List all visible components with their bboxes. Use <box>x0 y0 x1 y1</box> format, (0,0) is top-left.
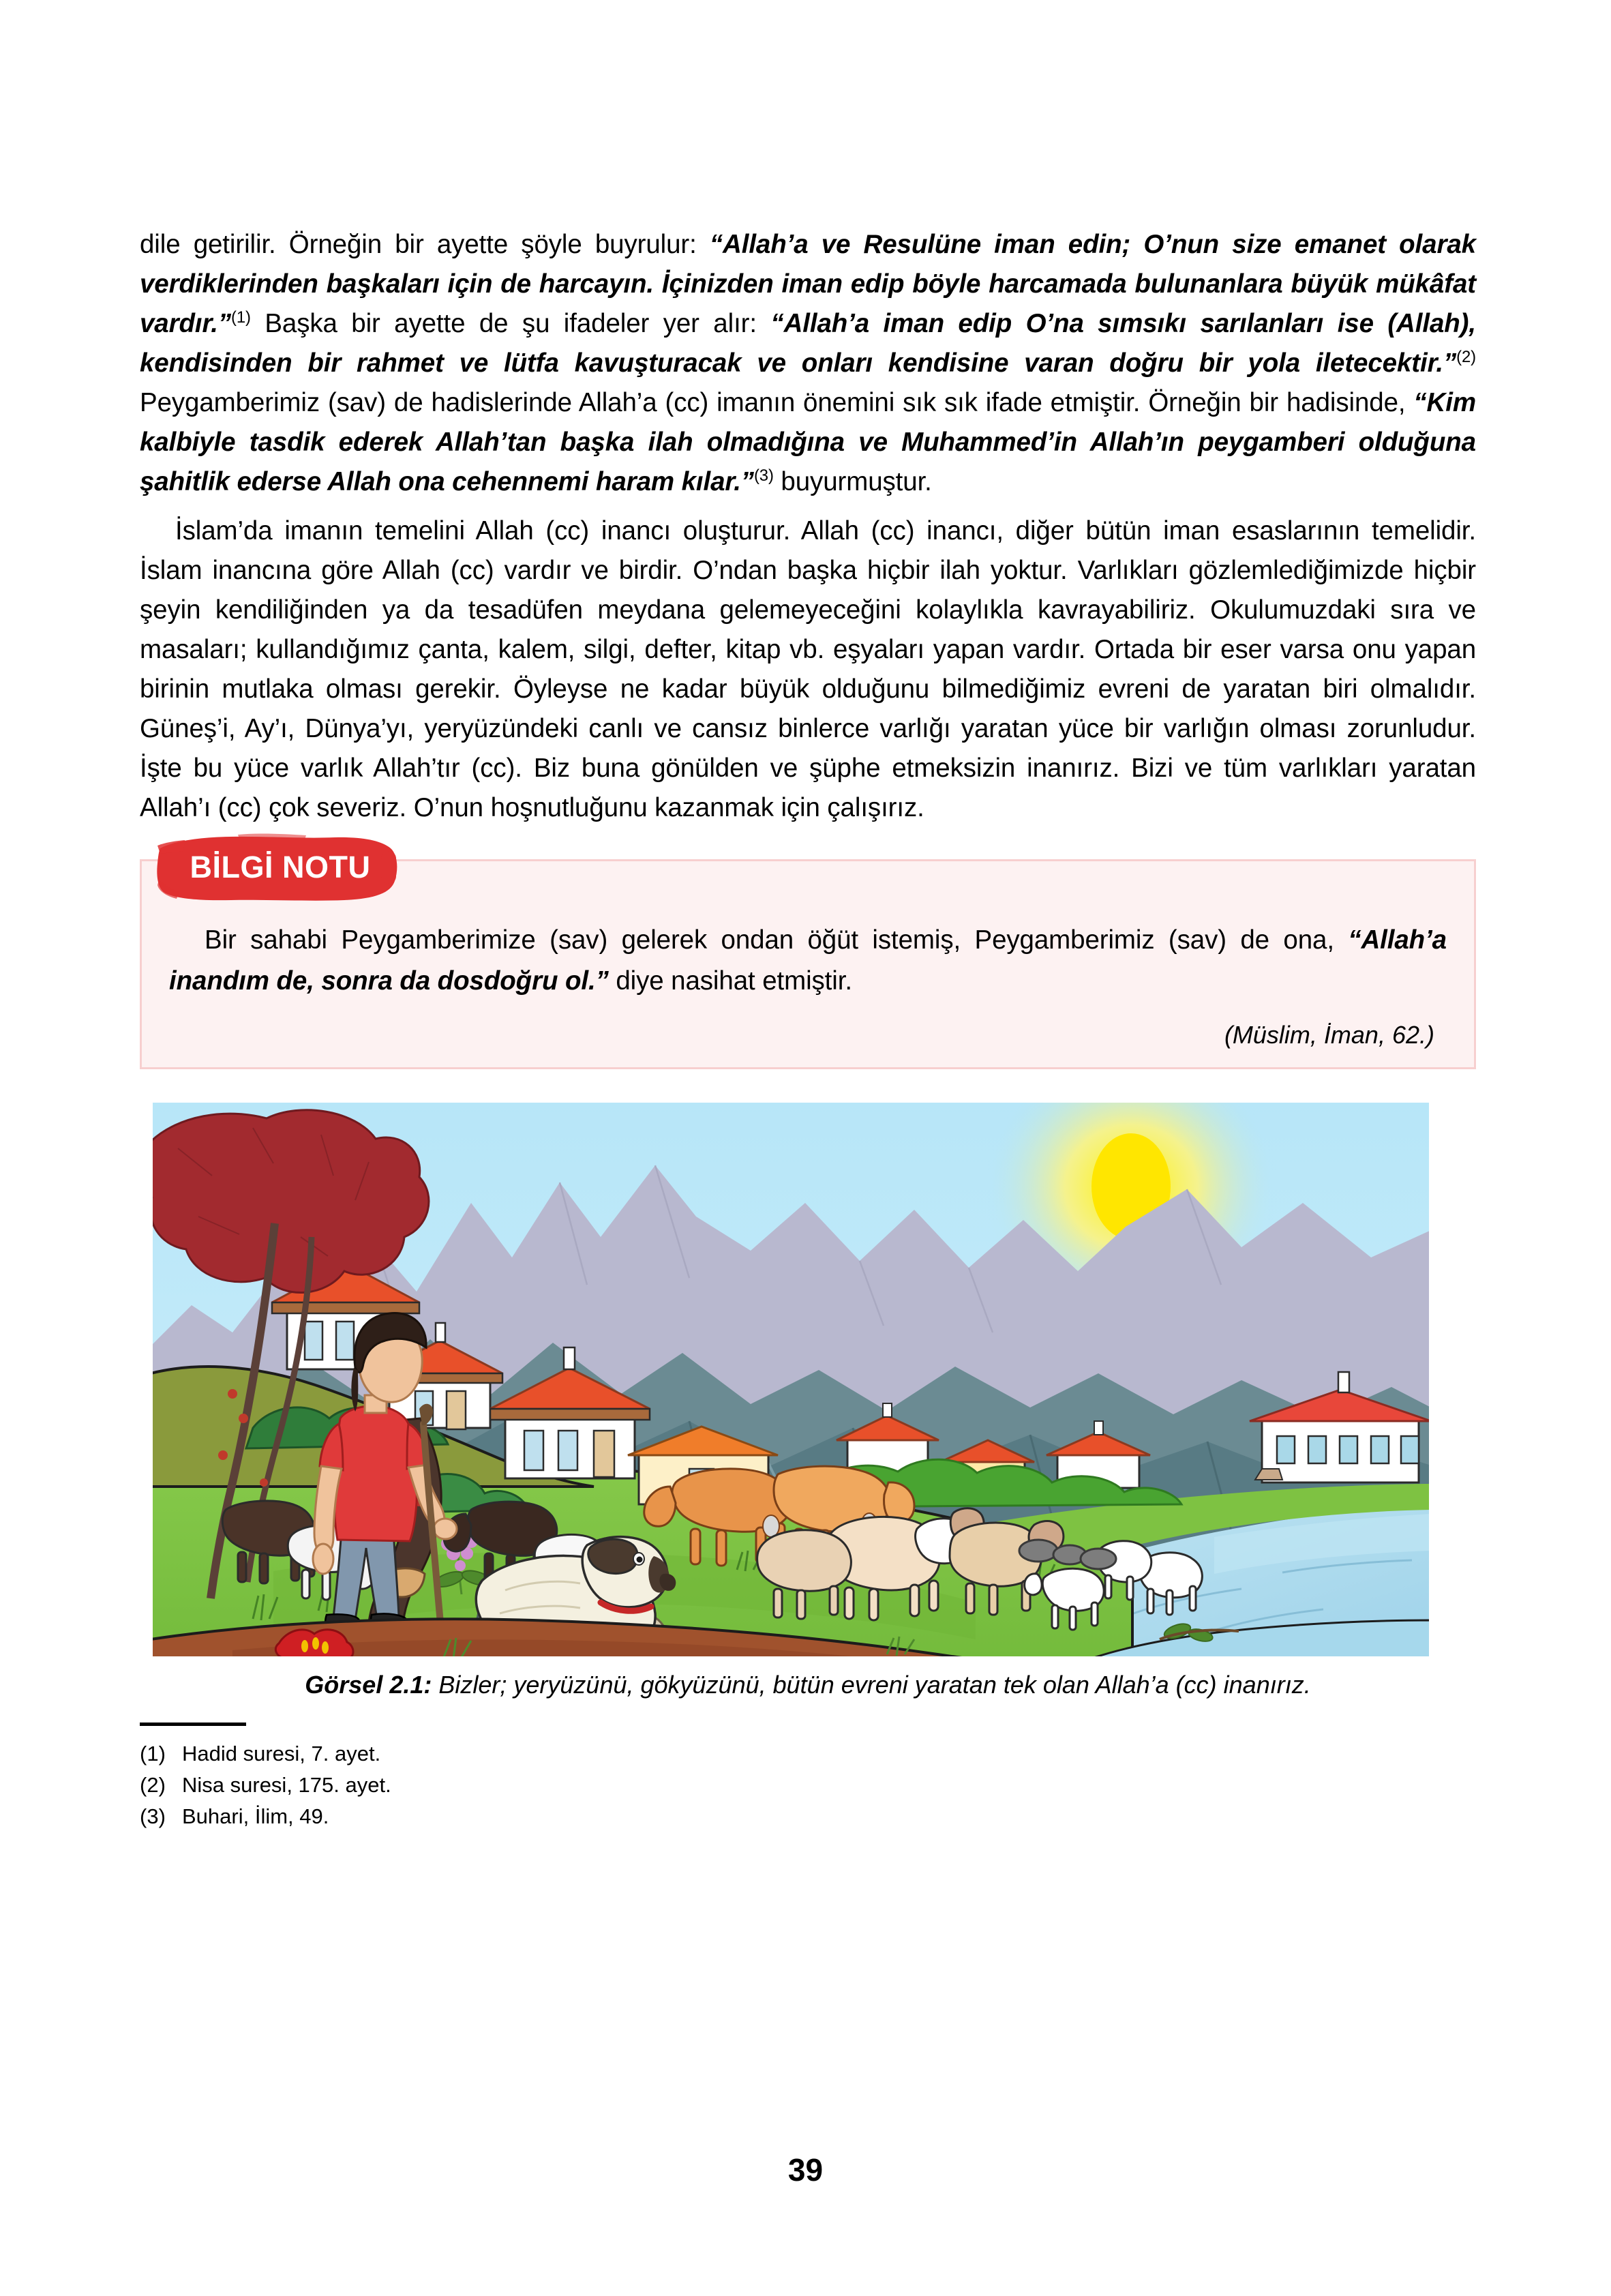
footnote-ref-1: (1) <box>231 308 251 327</box>
p1-quote-3: “Kim kalbiyle tasdik ederek Allah’tan başka ilah olmadığına ve Muhammed’in Allah’ın peygamberi olduğuna şahitlik ederse Allah ona cehennemi haram kılar.” <box>140 388 1476 496</box>
footnote-list <box>140 1738 1476 1832</box>
p1-lead: dile getirilir. Örneğin bir ayette şöyle buyrulur: <box>140 230 710 259</box>
footnote-ref-2: (2) <box>1456 348 1476 367</box>
village-scene-illustration <box>151 1101 1431 1658</box>
p1-quote-1: “Allah’a ve Resulüne iman edin; O’nun size emanet olarak verdiklerinden başkaları için de harcayın. İçinizden iman edip böyle harcamada bulunanlara büyük mükâfat vardır.” <box>140 230 1476 338</box>
bilgi-notu-badge <box>156 831 399 904</box>
footnote-ref-3: (3) <box>753 466 774 486</box>
footnote-text: Hadid suresi, 7. ayet. <box>182 1742 381 1765</box>
info-note-quote: “Allah’a inandım de, sonra da dosdoğru ol.” <box>169 925 1447 996</box>
figure-caption-text: Bizler; yeryüzünü, gökyüzünü, bütün evreni yaratan tek olan Allah’a (cc) inanırız. <box>432 1671 1311 1699</box>
figure-block <box>140 1101 1476 1699</box>
info-note-source: (Müslim, İman, 62.) <box>1224 1021 1434 1049</box>
body-paragraph-1 <box>140 225 1476 502</box>
info-note-text <box>169 920 1447 1002</box>
info-note-section <box>140 850 1476 1069</box>
bilgi-notu-badge-label: BİLGİ NOTU <box>190 850 371 884</box>
p1-mid-1: Başka bir ayette de şu ifadeler yer alır: <box>250 309 771 338</box>
figure-caption-label: Görsel 2.1: <box>305 1671 432 1699</box>
figure-caption <box>140 1671 1476 1699</box>
p1-mid-2: Peygamberimiz (sav) de hadislerinde Allah’a (cc) imanın önemini sık sık ifade etmiştir. Örneğin bir hadisinde, <box>140 388 1414 417</box>
info-note-tail: diye nasihat etmiştir. <box>608 966 852 996</box>
footnote-text: Nisa suresi, 175. ayet. <box>182 1773 391 1797</box>
p1-quote-2: “Allah’a iman edip O’na sımsıkı sarılanları ise (Allah), kendisinden bir rahmet ve lütfa kavuşturacak ve onları kendisine varan doğru bir yola iletecektir.” <box>140 309 1477 378</box>
footnote-item <box>140 1770 1476 1801</box>
footnote-item <box>140 1801 1476 1832</box>
info-note-lead: Bir sahabi Peygamberimize (sav) gelerek ondan öğüt istemiş, Peygamberimiz (sav) de ona, <box>205 925 1349 955</box>
footnote-number: (2) <box>140 1773 166 1797</box>
p1-tail: buyurmuştur. <box>773 467 932 496</box>
page-number: 39 <box>787 2152 824 2188</box>
footnote-number: (1) <box>140 1742 166 1765</box>
body-paragraph-2: İslam’da imanın temelini Allah (cc) inancı oluşturur. Allah (cc) inancı, diğer bütün iman esaslarının temelidir. İslam inancına göre Allah (cc) vardır ve birdir. O’ndan başka hiçbir ilah yoktur. Varlıkları gözlemlediğimizde hiçbir şeyin kendiliğinden ya da tesadüfen meydana gelemeyeceğini kolaylıkla kavrayabiliriz. Okulumuzdaki sıra ve masaları; kullandığımız çanta, kalem, silgi, defter, kitap vb. eşyaları yapan vardır. Ortada bir eser varsa onu yapan birinin mutlaka olması gerekir. Öyleyse ne kadar büyük olduğunu bilmediğimiz evreni de yaratan biri olmalıdır. Güneş’i, Ay’ı, Dünya’yı, yeryüzündeki canlı ve cansız binlerce varlığı yaratan yüce bir varlığın olması zorunludur. İşte bu yüce varlık Allah’tır (cc). Biz buna gönülden ve şüphe etmeksizin inanırız. Bizi ve tüm varlıkları yaratan Allah’ı (cc) çok severiz. O’nun hoşnutluğunu kazanmak için çalışırız. <box>140 516 1476 822</box>
footnote-number: (3) <box>140 1804 166 1828</box>
footnote-separator <box>140 1723 246 1726</box>
footnote-item <box>140 1738 1476 1770</box>
page-content <box>140 225 1476 1832</box>
footnote-text: Buhari, İlim, 49. <box>182 1804 329 1828</box>
